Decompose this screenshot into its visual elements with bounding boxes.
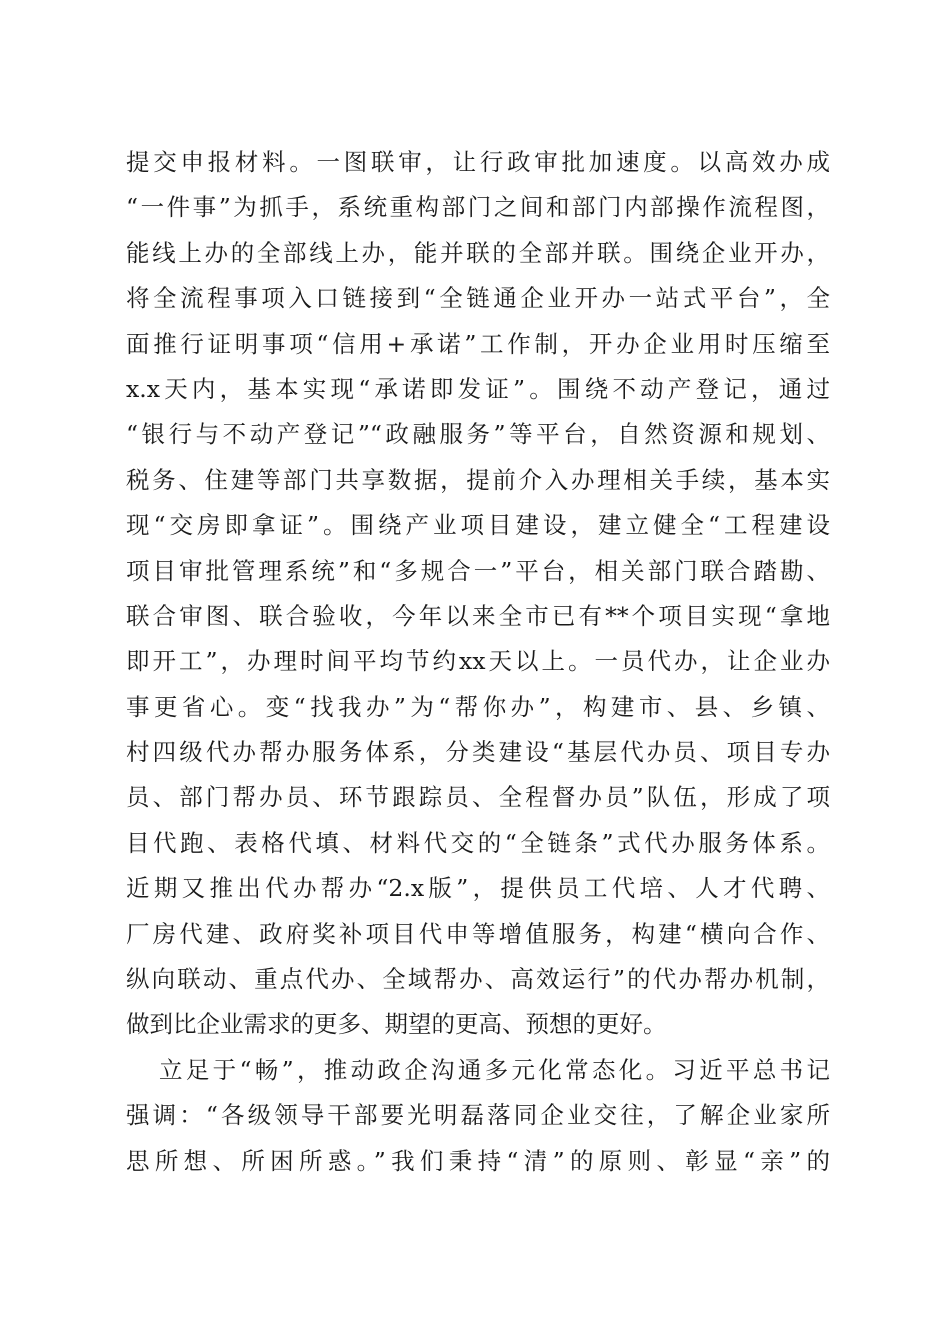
paragraph-2 [126, 1048, 830, 1184]
text-line: 做到比企业需求的更多、期望的更高、预想的更好。 [126, 1010, 667, 1039]
text-line: 现“交房即拿证”。围绕产业项目建设，建立健全“工程建设 [126, 511, 830, 540]
text-line: 税务、住建等部门共享数据，提前介入办理相关手续，基本实 [126, 465, 830, 494]
text-line: 即开工”，办理时间平均节约xx天以上。一员代办，让企业办 [126, 647, 830, 676]
paragraph-1 [126, 140, 830, 1048]
text-line: 村四级代办帮办服务体系，分类建设“基层代办员、项目专办 [126, 738, 830, 767]
text-line: 目代跑、表格代填、材料代交的“全链条”式代办服务体系。 [126, 828, 830, 857]
text-line: x.x天内，基本实现“承诺即发证”。围绕不动产登记，通过 [126, 374, 830, 403]
text-line: 提交申报材料。一图联审，让行政审批加速度。以高效办成 [126, 148, 830, 176]
text-line: “银行与不动产登记”“政融服务”等平台，自然资源和规划、 [126, 420, 830, 449]
text-line: 纵向联动、重点代办、全域帮办、高效运行”的代办帮办机制， [126, 965, 830, 994]
text-line: 将全流程事项入口链接到“全链通企业开办一站式平台”，全 [126, 284, 830, 313]
text-line: “一件事”为抓手，系统重构部门之间和部门内部操作流程图， [126, 193, 830, 222]
text-line: 面推行证明事项“信用+承诺”工作制，开办企业用时压缩至 [126, 329, 830, 358]
text-line: 强调：“各级领导干部要光明磊落同企业交往，了解企业家所 [126, 1101, 830, 1130]
text-line: 厂房代建、政府奖补项目代申等增值服务，构建“横向合作、 [126, 919, 830, 948]
text-line: 立足于“畅”，推动政企沟通多元化常态化。习近平总书记 [159, 1055, 830, 1084]
document-body [126, 140, 830, 1184]
text-line: 事更省心。变“找我办”为“帮你办”，构建市、县、乡镇、 [126, 692, 830, 721]
text-line: 能线上办的全部线上办，能并联的全部并联。围绕企业开办， [126, 238, 830, 267]
text-line: 员、部门帮办员、环节跟踪员、全程督办员”队伍，形成了项 [126, 783, 830, 812]
text-line: 近期又推出代办帮办“2.x版”，提供员工代培、人才代聘、 [126, 874, 830, 903]
text-line: 思所想、所困所惑。”我们秉持“清”的原则、彰显“亲”的 [126, 1146, 830, 1175]
text-line: 联合审图、联合验收，今年以来全市已有**个项目实现“拿地 [126, 601, 830, 630]
text-line: 项目审批管理系统”和“多规合一”平台，相关部门联合踏勘、 [126, 556, 830, 585]
